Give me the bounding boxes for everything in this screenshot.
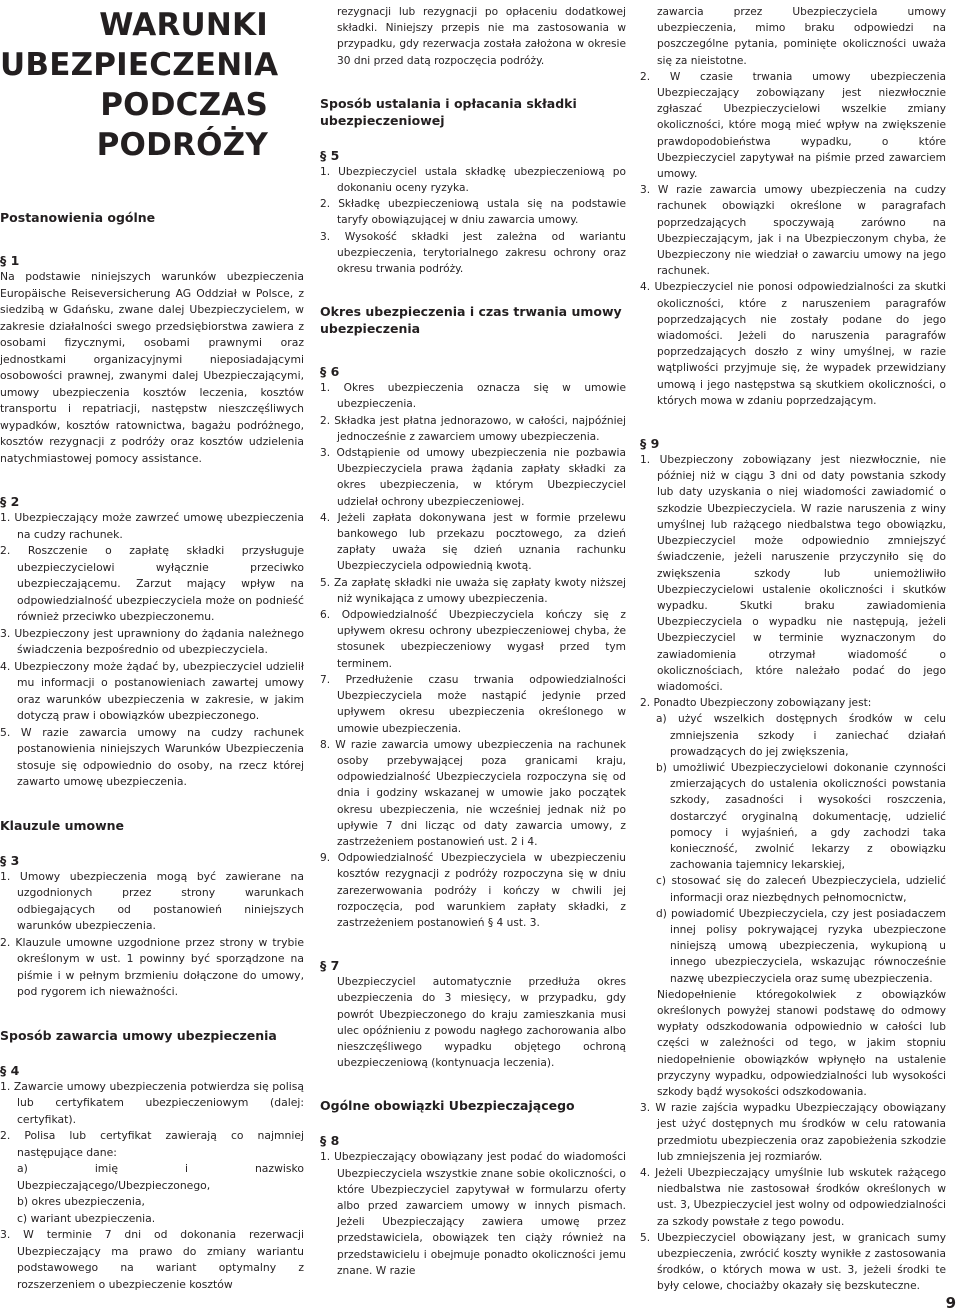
section-heading-clauses: Klauzule umowne — [0, 817, 125, 833]
paragraph-number-1: § 1 — [0, 253, 20, 268]
list-item: 3. Wysokość składki jest zależna od wariantu ubezpieczenia, terytorialnego zakresu ochrony oraz okresu trwania podróży. — [320, 230, 626, 276]
sub-item: a) imię i nazwisko Ubezpieczającego/Ubezpieczonego, — [17, 1162, 304, 1192]
page-number: 9 — [945, 1294, 956, 1312]
paragraph-number-3: § 3 — [0, 852, 20, 868]
list-item: 1. Zawarcie umowy ubezpieczenia potwierdza się polisą lub certyfikatem ubezpieczeniowym (dalej: certyfikat). — [0, 1079, 304, 1126]
section-heading-conclusion: Sposób zawarcia umowy ubezpieczenia — [0, 1027, 277, 1043]
sub-item: a) użyć wszelkich dostępnych środków w celu zmniejszenia szkody i zaniechać działań prowadzących do jej zwiększenia, — [656, 713, 946, 758]
list-item: 3. W terminie 7 dni od dokonania rezerwacji Ubezpieczający ma prawo do zmiany wariantu podstawowego na wariant optymalny z rozszerzeniem o ubezpieczenie kosztów — [0, 1228, 304, 1291]
paragraph-number-2: § 2 — [0, 494, 20, 509]
list-item: 3. Ubezpieczony jest uprawniony do żądania należnego świadczenia bezpośrednio od ubezpieczyciela. — [0, 626, 304, 656]
continued-text: rezygnacji lub rezygnacji po opłaceniu dodatkowej składki. Niniejszy przepis nie ma zastosowania w przypadku, gdy rezerwacja została założona w okresie 30 dni przed datą rozpoczęcia podróży. — [337, 6, 626, 67]
list-item: 2. Roszczenie o zapłatę składki przysługuje ubezpieczycielowi wyłącznie przeciwko ubezpieczającemu. Zarzut mający wpływ na odpowiedzialność ubezpieczyciela może on podnieść również przeciwko ubezpieczonemu. — [0, 544, 304, 623]
list-item: 5. Ubezpieczyciel obowiązany jest, w granicach sumy ubezpieczenia, zwrócić koszty wynikłe z zastosowania środków, o których mowa w ust. 3, jeżeli środki te były celowe, chociażby okazały się bezskuteczne. — [640, 1231, 946, 1293]
list-item: 4. Jeżeli zapłata dokonywana jest w formie przelewu bankowego lub przekazu pocztowego, za dzień zapłaty uważa się dzień uznania rachunku Ubezpieczyciela odpowiednią kwotą. — [320, 511, 626, 573]
section-heading-general: Postanowienia ogólne — [0, 210, 156, 225]
list-item: 2. Polisa lub certyfikat zawierają co najmniej następujące dane: — [0, 1129, 304, 1159]
paragraph-7-text: Ubezpieczyciel automatycznie przedłuża okres ubezpieczenia do 3 miesięcy, w przypadku, gdy powrót Ubezpieczonego do kraju zamieszkania musi ulec opóźnieniu z powodu nagłego zachorowania albo nieszczęśliwego wypadku objętego ochroną ubezpieczeniową (kontynuacja leczenia). — [337, 976, 626, 1070]
list-item: 2. Klauzule umowne uzgodnione przez strony w trybie określonym w ust. 1 powinny być sporządzone na piśmie i w pełnym brzmieniu dołączone do umowy, pod rygorem ich nieważności. — [0, 935, 304, 998]
paragraph-number-8: § 8 — [320, 1133, 340, 1149]
document-title — [0, 5, 279, 165]
section-heading-period: Okres ubezpieczenia i czas trwania umowy ubezpieczenia — [320, 304, 622, 337]
title-line: WARUNKI — [99, 7, 268, 43]
column-right — [640, 4, 946, 1295]
list-item: 1. Ubezpieczony zobowiązany jest niezwłocznie, nie później niż w ciągu 3 dni od daty powstania szkody lub daty uzyskania o niej wiadomości zawiadomić o szkodzie Ubezpieczyciela. W razie naruszenia z winy umyślnej lub rażącego niedbalstwa tego obowiązku, Ubezpieczyciel może odpowiednio zmniejszyć świadczenie, jeżeli naruszenie przyczyniło się do zwiększenia szkody lub uniemożliwiło Ubezpieczycielowi ustalenie okoliczności i skutków wypadku. Skutki braku zawiadomienia Ubezpieczyciela o wypadku nie następują, jeżeli Ubezpieczyciel w terminie wyznaczonym do zawiadomienia otrzymał wiadomość o okolicznościach, które należało podać do jego wiadomości. — [640, 454, 946, 693]
list-item: 4. Jeżeli Ubezpieczający umyślnie lub wskutek rażącego niedbalstwa nie zastosował środków określonych w ust. 3, Ubezpieczyciel jest wolny od odpowiedzialności za szkody powstałe z tego powodu. — [640, 1167, 946, 1228]
title-line: PODRÓŻY — [96, 127, 268, 163]
section-heading-duties: Ogólne obowiązki Ubezpieczającego — [320, 1098, 575, 1114]
list-item: 6. Odpowiedzialność Ubezpieczyciela kończy się z upływem okresu ochrony ubezpieczeniowej chyba, że stosunek ubezpieczeniowy wygasł przed tym terminem. — [320, 609, 626, 670]
list-item: 3. W razie zajścia wypadku Ubezpieczający obowiązany jest użyć dostępnych mu środków w celu ratowania przedmiotu ubezpieczenia oraz zapobieżenia szkodzie lub zmniejszenia jej rozmiarów. — [640, 1102, 946, 1163]
sub-item: b) okres ubezpieczenia, — [17, 1195, 145, 1208]
list-item: 4. Ubezpieczyciel nie ponosi odpowiedzialności za skutki okoliczności, które z naruszeniem paragrafów poprzedzających nie zostały podane do jego wiadomości. Jeżeli do naruszenia paragrafów poprzedzających doszło z winy umyślnej, w razie wątpliwości przyjmuje się, że wypadek przewidziany umową i jego następstwa są skutkiem okoliczności, o których mowa w zdaniu poprzedzającym. — [640, 281, 946, 407]
list-item: 4. Ubezpieczony może żądać by, ubezpieczyciel udzielił mu informacji o postanowieniach zawartej umowy oraz warunków ubezpieczenia w zakresie, w jakim dotyczą praw i obowiązków ubezpieczonego. — [0, 659, 304, 722]
list-item: 1. Okres ubezpieczenia oznacza się w umowie ubezpieczenia. — [320, 382, 626, 411]
list-item: 1. Ubezpieczający może zawrzeć umowę ubezpieczenia na cudzy rachunek. — [0, 511, 304, 541]
list-item: 3. Odstąpienie od umowy ubezpieczenia nie pozbawia Ubezpieczyciela prawa żądania zapłaty składki za okres ubezpieczenia, w którym Ubezpieczyciel udzielał ochrony ubezpieczeniowej. — [320, 447, 626, 508]
list-item: 2. Ponadto Ubezpieczony zobowiązany jest: — [640, 697, 872, 710]
title-line: UBEZPIECZENIA — [0, 47, 279, 83]
sub-item: d) powiadomić Ubezpieczyciela, czy jest posiadaczem innej polisy pokrywającej ryzyka ubezpieczone niniejszą umową ubezpieczenia, wykupioną u innego ubezpieczyciela, wskazując równocześnie nazwę ubezpieczyciela oraz sumę ubezpieczenia. — [656, 907, 946, 985]
list-item: 1. Umowy ubezpieczenia mogą być zawierane na uzgodnionych przez strony warunkach odbiegających od postanowień niniejszych warunków ubezpieczenia. — [0, 869, 304, 932]
list-item: 1. Ubezpieczyciel ustala składkę ubezpieczeniową po dokonaniu oceny ryzyka. — [320, 165, 626, 195]
list-item: 3. W razie zawarcia umowy ubezpieczenia na cudzy rachunek obowiązki określone w paragrafach poprzedzających spoczywają zarówno na Ubezpieczającym, jak i na Ubezpieczonym chyba, że Ubezpieczony nie wiedział o zawarciu umowy na jego rachunek. — [640, 184, 946, 278]
list-item: 2. W czasie trwania umowy ubezpieczenia Ubezpieczający zobowiązany jest niezwłocznie zgłaszać Ubezpieczycielowi wszelkie zmiany okoliczności, które mogą mieć wpływ na zwiększenie prawdopodobieństwa wypadku, o które Ubezpieczyciel zapytywał na piśmie przed zawarciem umowy. — [640, 70, 946, 181]
continued-text: zawarcia przez Ubezpieczyciela umowy ubezpieczenia, mimo braku odpowiedzi na poszczególne pytania, pominięte okoliczności uważa się za nieistotne. — [657, 6, 946, 67]
paragraph-number-7: § 7 — [320, 958, 340, 974]
paragraph-text: Niedopełnienie któregokolwiek z obowiązków określonych powyżej stanowi podstawę do odmowy wypłaty odszkodowania odpowiednio w całości lub części w zależności od tego, w jakim stopniu niedopełnienie obowiązków wpłynęło na ustalenie przyczyny wypadku, odpowiedzialności lub wysokości szkody bądź wysokości odszkodowania. — [657, 988, 946, 1098]
list-item: 7. Przedłużenie czasu trwania odpowiedzialności Ubezpieczyciela może nastąpić jedynie przed upływem okresu ubezpieczenia określonego w umowie ubezpieczenia. — [320, 673, 626, 735]
sub-item: c) wariant ubezpieczenia. — [17, 1211, 156, 1225]
paragraph-number-4: § 4 — [0, 1062, 20, 1078]
list-item: 1. Ubezpieczający obowiązany jest podać do wiadomości Ubezpieczyciela wszystkie znane sobie okoliczności, o które Ubezpieczyciel zapytywał w formularzu oferty albo przed zawarciem umowy w innych pismach. Jeżeli Ubezpieczający zawiera umowę przez przedstawiciela, obowiązek ten ciąży również na przedstawicielu i obejmuje ponadto okoliczności jemu znane. W razie — [320, 1151, 626, 1277]
list-item: 2. Składka jest płatna jednorazowo, w całości, najpóźniej jednocześnie z zawarciem umowy ubezpieczenia. — [320, 414, 626, 443]
list-item: 5. W razie zawarcia umowy na cudzy rachunek postanowienia niniejszych Warunków Ubezpieczenia stosuje się odpowiednio do osoby, na rzecz której zawarto umowę ubezpieczenia. — [0, 725, 304, 788]
sub-item: b) umożliwić Ubezpieczycielowi dokonanie czynności zmierzających do ustalenia okoliczności powstania szkody, zasadności i wysokości roszczenia, dostarczyć oryginalną dokumentację, udzielić pomocy i wyjaśnień, a gdy zachodzi taka konieczność, zwolnić lekarzy z obowiązku zachowania tajemnicy lekarskiej, — [656, 761, 946, 872]
paragraph-number-6: § 6 — [320, 364, 340, 380]
paragraph-number-5: § 5 — [320, 147, 340, 163]
list-item: 8. W razie zawarcia umowy ubezpieczenia na rachunek osoby przebywającej poza granicami kraju, odpowiedzialność Ubezpieczyciela rozpoczyna się od dnia i godziny wskazanej w umowie jako początek okresu ubezpieczenia, nie wcześniej jednak niż po upływie 7 dni licząc od daty zawarcia umowy, z zastrzeżeniem postanowień ust. 2 i 4. — [320, 738, 626, 848]
title-line: PODCZAS — [100, 87, 268, 123]
paragraph-number-9: § 9 — [640, 436, 660, 452]
sub-item: c) stosować się do zaleceń Ubezpieczyciela, udzielić informacji oraz niezbędnych pełnomocnictw, — [656, 875, 946, 904]
paragraph-1-text: Na podstawie niniejszych warunków ubezpieczenia Europäische Reiseversicherung AG Oddział w Polsce, z siedzibą w Gdańsku, zwane dalej Ubezpieczycielem, w zakresie działalności swego przedsiębiorstwa zawiera z osobami fizycznymi, osobami prawnymi oraz jednostkami organizacyjnymi nieposiadającymi osobowości prawnej, zwanymi dalej Ubezpieczającymi, umowy ubezpieczenia kosztów leczenia, kosztów transportu i repatriacji, następstw nieszczęśliwych wypadków, kosztów ratownictwa, bagażu podróżnego, kosztów rezygnacji z podróży oraz kosztów udzielenia natychmiastowej pomocy assistance. — [0, 270, 304, 465]
list-item: 9. Odpowiedzialność Ubezpieczyciela w ubezpieczeniu kosztów rezygnacji z podróży rozpoczyna się w dniu zarezerwowania podróży i kończy w chwili jej rozpoczęcia, pod warunkiem zapłaty składki, z zastrzeżeniem postanowień § 4 ust. 3. — [320, 852, 626, 929]
column-middle — [320, 4, 626, 1279]
column-left — [0, 0, 304, 1293]
section-heading-premium: Sposób ustalania i opłacania składki ubezpieczeniowej — [320, 95, 577, 128]
list-item: 5. Za zapłatę składki nie uważa się zapłaty kwoty niższej niż wynikająca z umowy ubezpieczenia. — [320, 576, 626, 605]
list-item: 2. Składkę ubezpieczeniową ustala się na podstawie taryfy obowiązującej w dniu zawarcia umowy. — [320, 198, 626, 227]
